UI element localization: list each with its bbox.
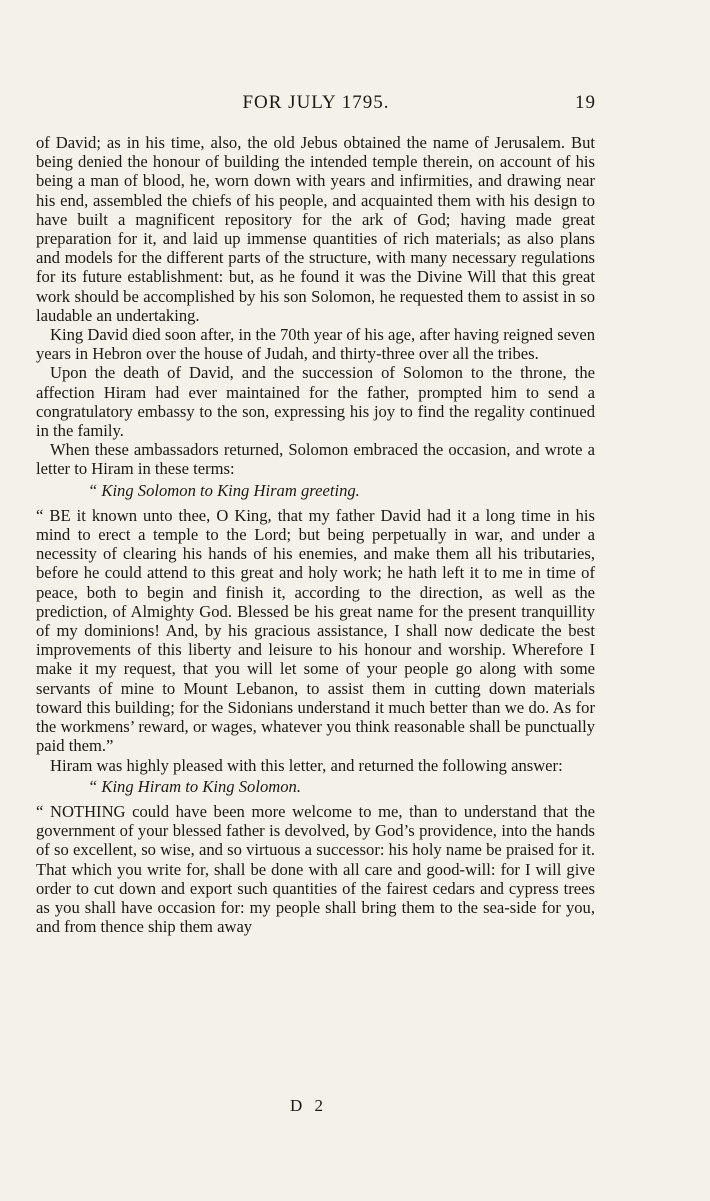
letter-hiram-to-solomon: “ NOTHING could have been more welcome to me, than to understand that the government of your blessed father is devolved, by God’s providence, into the hands of so excellent, so wise, and so virtuous a successor: his holy name be praised for it. That which you write for, shall be done with all care and good-will: for I will give order to cut down and export such quantities of the fairest cedars and cypress trees as you shall have occasion for: my people shall bring them to the sea-side for you, and from thence ship them away xyxy=(36,801,595,937)
letter-heading-hiram: “ King Hiram to King Solomon. xyxy=(88,776,301,796)
body-text xyxy=(36,133,595,936)
paragraph-ambassadors: When these ambassadors returned, Solomon embraced the occasion, and wrote a letter to Hiram in these terms: xyxy=(36,440,595,479)
page-number: 19 xyxy=(575,92,596,113)
paragraph-david: of David; as in his time, also, the old Jebus obtained the name of Jerusalem. But being denied the honour of building the intended temple therein, on account of his being a man of blood, he, worn down with years and infirmities, and drawing near his end, assembled the chiefs of his people, and acquainted them with his design to have built a magnificent repository for the ark of God; having made great preparation for it, and laid up immense quantities of rich materials; as also plans and models for the different parts of the structure, with many necessary regulations for its future establishment: but, as he found it was the Divine Will that this great work should be accomplished by his son Solomon, he requested them to assist in so laudable an undertaking. xyxy=(36,133,595,325)
letter-heading-solomon: “ King Solomon to King Hiram greeting. xyxy=(88,480,360,500)
signature-mark: D 2 xyxy=(290,1096,328,1115)
paragraph-succession: Upon the death of David, and the succession of Solomon to the throne, the affection Hiram had ever maintained for the father, prompted him to send a congratulatory embassy to the son, expressing his joy to find the regality continued in the family. xyxy=(36,363,595,441)
running-title: FOR JULY 1795. xyxy=(242,92,390,113)
paragraph-hiram-reply: Hiram was highly pleased with this letter, and returned the following answer: xyxy=(50,755,563,775)
letter-solomon-to-hiram: “ BE it known unto thee, O King, that my father David had it a long time in his mind to erect a temple to the Lord; but being perpetually in war, and under a necessity of clearing his hands of his enemies, and make them all his tributaries, before he could attend to this great and holy work; he hath left it to me in time of peace, both to begin and finish it, according to the direction, as well as the prediction, of Almighty God. Blessed be his great name for the present tranquillity of my dominions! And, by his gracious assistance, I shall now dedicate the best improvements of this liberty and leisure to his honour and worship. Wherefore I make it my request, that you will let some of your people go along with some servants of mine to Mount Lebanon, to assist them in cutting down materials toward this building; for the Sidonians understand it much better than we do. As for the workmens’ reward, or wages, whatever you think reasonable shall be punctually paid them.” xyxy=(36,505,595,756)
paragraph-david-death: King David died soon after, in the 70th year of his age, after having reigned seven years in Hebron over the house of Judah, and thirty-three over all the tribes. xyxy=(36,325,595,364)
